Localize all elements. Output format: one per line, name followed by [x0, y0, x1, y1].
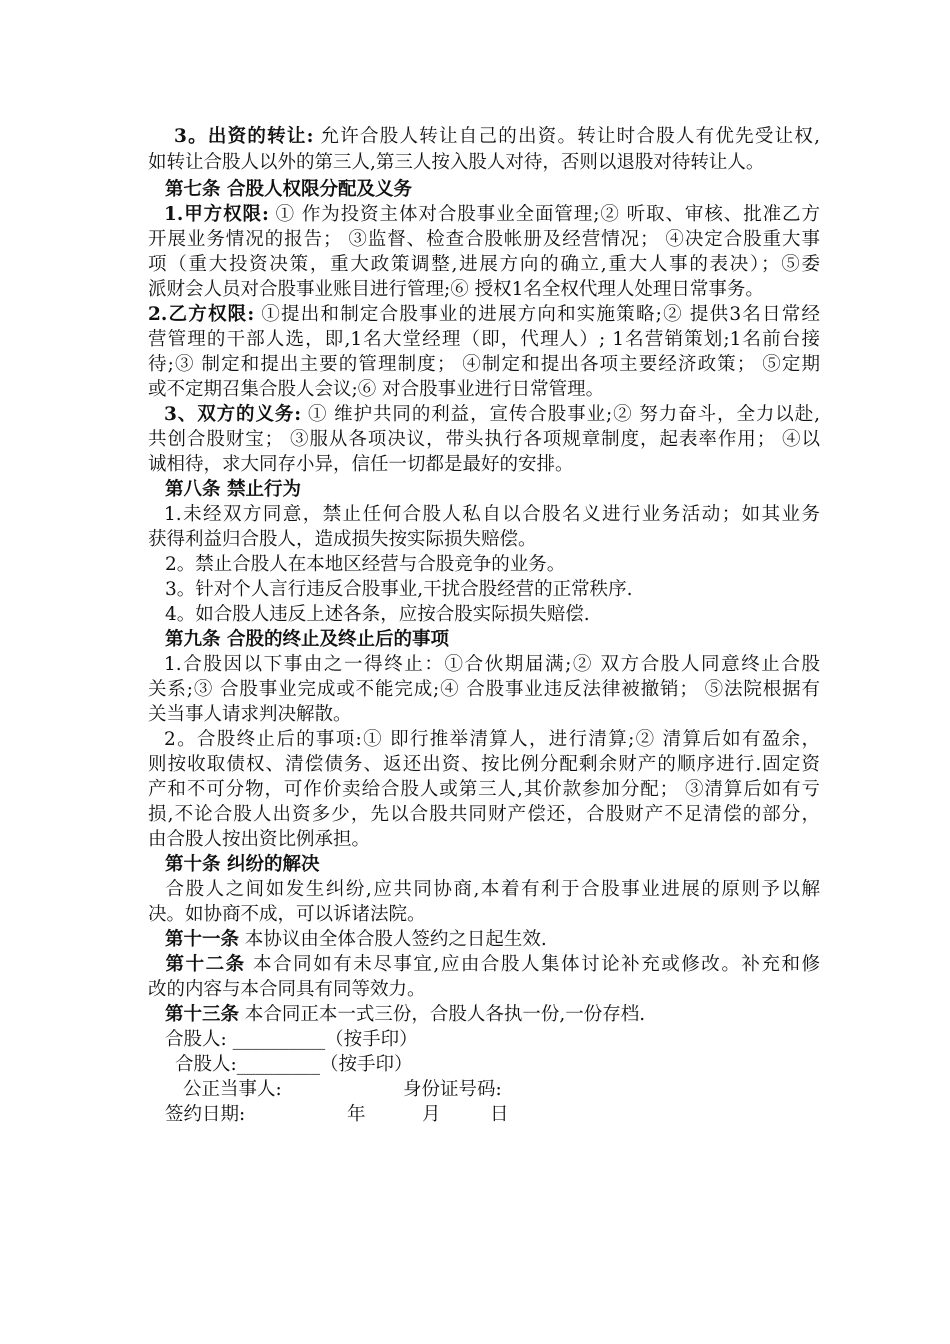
- partyA-label: 1.甲方权限:: [164, 204, 269, 225]
- duties-text-1: ① 维护共同的利益，宣传合股事业;② 努力奋斗，全力以赴,: [307, 404, 820, 425]
- art9-item2-line-3: 产和不可分物，可作价卖给合股人或第三人,其价款参加分配； ③清算后如有亏: [148, 779, 820, 800]
- article-12-line-2: 改的内容与本合同具有同等效力。: [148, 979, 426, 1000]
- art13-label: 第十三条: [165, 1004, 240, 1025]
- day-label: 日: [490, 1104, 509, 1125]
- transfer-label: 3。出资的转让:: [174, 126, 314, 147]
- art9-item2-line-4: 损,不论合股人出资多少，先以合股共同财产偿还，合股财产不足清偿的部分，: [148, 804, 820, 825]
- partyB-line-1: [148, 303, 820, 327]
- article-10-title: 第十条 纠纷的解决: [165, 854, 320, 875]
- art10-line-1: [148, 878, 820, 902]
- art9-item2-line-1: [148, 728, 820, 752]
- art9-item1-text: 1.合股因以下事由之一得终止：①合伙期届满;② 双方合股人同意终止合股: [164, 654, 820, 675]
- signing-date-label: 签约日期:: [165, 1104, 246, 1125]
- signing-date-row: [165, 1103, 837, 1127]
- year-label: 年: [347, 1104, 366, 1125]
- art9-item1-line-3: 关当事人请求判决解散。: [148, 704, 352, 725]
- art12-text-1: 本合同如有未尽事宜,应由合股人集体讨论补充或修改。补充和修: [245, 954, 820, 975]
- art11-label: 第十一条: [165, 929, 240, 950]
- month-label: 月: [422, 1104, 441, 1125]
- duties-line-3: 诚相待，求大同存小异，信任一切都是最好的安排。: [148, 454, 574, 475]
- partyB-label: 2.乙方权限:: [148, 304, 255, 325]
- partyB-line-3: 待;③ 制定和提出主要的管理制度； ④制定和提出各项主要经济政策； ⑤定期: [148, 354, 820, 375]
- partner-2-signature: 合股人:_________（按手印）: [175, 1054, 413, 1075]
- partyB-text-1: ①提出和制定合股事业的进展方向和实施策略;② 提供3名日常经: [261, 304, 820, 325]
- duties-label: 3、双方的义务:: [164, 404, 302, 425]
- art8-item1-line-2: 获得利益归合股人，造成损失按实际损失赔偿。: [148, 529, 537, 550]
- partyB-line-2: 营管理的干部人选，即,1名大堂经理（即，代理人）; 1名营销策划;1名前台接: [148, 329, 820, 350]
- art12-label: 第十二条: [164, 954, 246, 975]
- art8-item2: 2。禁止合股人在本地区经营与合股竞争的业务。: [165, 554, 566, 575]
- art8-item1-line-1: [148, 503, 820, 527]
- article-9-title: 第九条 合股的终止及终止后的事项: [165, 629, 449, 650]
- article-11: [165, 928, 837, 952]
- article-8-title: 第八条 禁止行为: [165, 479, 301, 500]
- notary-row: [183, 1078, 855, 1102]
- art9-item2-line-2: 则按收取债权、清偿债务、返还出资、按比例分配剩余财产的顺序进行.固定资: [148, 754, 820, 775]
- art9-item2-line-5: 由合股人按出资比例承担。: [148, 829, 371, 850]
- transfer-line-1: [148, 125, 820, 149]
- partyA-line-3: 项（重大投资决策，重大政策调整,进展方向的确立,重大人事的表决）；⑤委: [148, 254, 820, 275]
- art9-item2-text: 2。合股终止后的事项:① 即行推举清算人，进行清算;② 清算后如有盈余，: [164, 729, 820, 750]
- partyB-line-4: 或不定期召集合股人会议;⑥ 对合股事业进行日常管理。: [148, 379, 605, 400]
- article-12-line-1: [148, 953, 820, 977]
- article-7-title: 第七条 合股人权限分配及义务: [165, 179, 412, 200]
- partyA-line-2: 开展业务情况的报告； ③监督、检查合股帐册及经营情况； ④决定合股重大事: [148, 229, 820, 250]
- partyA-line-1: [148, 203, 820, 227]
- transfer-line-2: 如转让合股人以外的第三人,第三人按入股人对待，否则以退股对待转让人。: [148, 152, 765, 173]
- art8-item4: 4。如合股人违反上述各条，应按合股实际损失赔偿.: [165, 604, 590, 625]
- duties-line-1: [148, 403, 820, 427]
- art11-text: 本协议由全体合股人签约之日起生效.: [239, 929, 547, 950]
- partyA-line-4: 派财会人员对合股事业账目进行管理;⑥ 授权1名全权代理人处理日常事务。: [148, 279, 764, 300]
- art9-item1-line-2: 关系;③ 合股事业完成或不能完成;④ 合股事业违反法律被撤销； ⑤法院根据有: [148, 679, 820, 700]
- article-13: [165, 1003, 837, 1027]
- duties-line-2: 共创合股财宝； ③服从各项决议，带头执行各项规章制度，起表率作用； ④以: [148, 429, 820, 450]
- art8-item1-text: 1.未经双方同意，禁止任何合股人私自以合股名义进行业务活动；如其业务: [164, 504, 820, 525]
- art10-text-1: 合股人之间如发生纠纷,应共同协商,本着有利于合股事业进展的原则予以解: [164, 879, 820, 900]
- transfer-text-1: 允许合股人转让自己的出资。转让时合股人有优先受让权,: [320, 126, 820, 147]
- art9-item1-line-1: [148, 653, 820, 677]
- partyA-text-1: ① 作为投资主体对合股事业全面管理;② 听取、审核、批准乙方: [275, 204, 820, 225]
- partner-1-signature: 合股人: __________（按手印）: [165, 1029, 418, 1050]
- art10-line-2: 决。如协商不成，可以诉诸法院。: [148, 904, 426, 925]
- art8-item3: 3。针对个人言行违反合股事业,干扰合股经营的正常秩序.: [165, 579, 633, 600]
- notary-label: 公正当事人:: [183, 1079, 282, 1100]
- art13-text: 本合同正本一式三份，合股人各执一份,一份存档.: [239, 1004, 646, 1025]
- id-number-label: 身份证号码:: [403, 1079, 502, 1100]
